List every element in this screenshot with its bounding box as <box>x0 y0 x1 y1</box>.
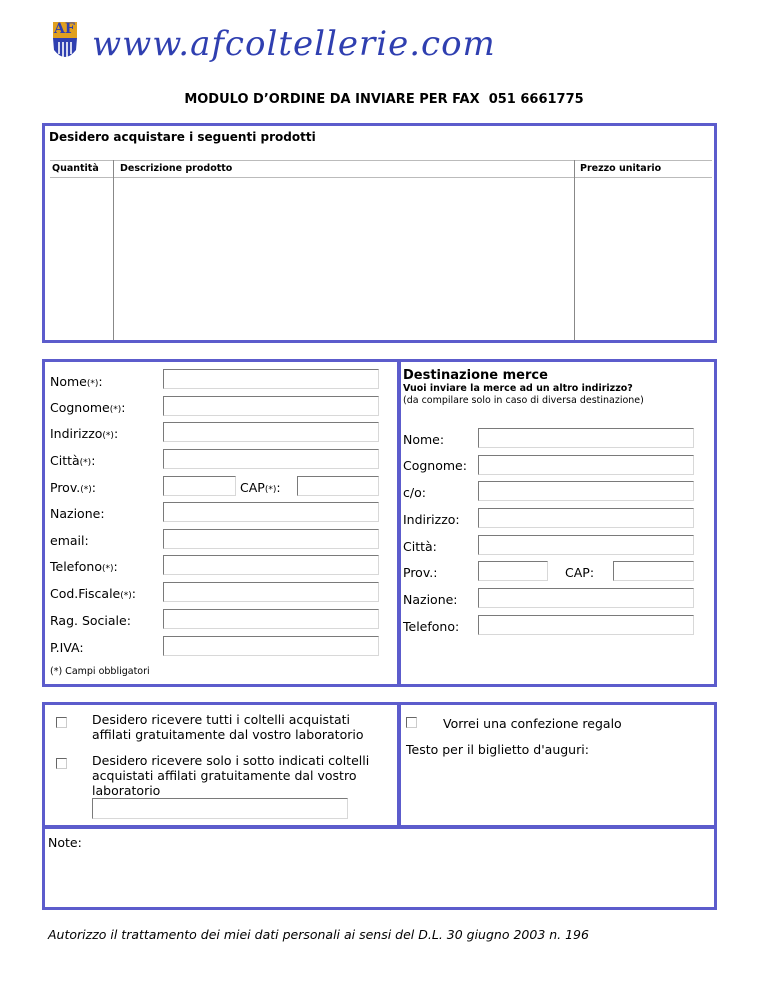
dest-label-indirizzo: Indirizzo: <box>403 512 460 527</box>
label-prov: Prov.(*): <box>50 480 96 495</box>
nome-input[interactable] <box>163 369 379 389</box>
dest-label-citta: Città: <box>403 539 437 554</box>
label-cod-fiscale: Cod.Fiscale(*): <box>50 586 136 601</box>
label-indirizzo: Indirizzo(*): <box>50 426 119 441</box>
description-field[interactable] <box>114 178 574 340</box>
gift-wrap-checkbox[interactable] <box>406 717 417 728</box>
dest-cap-input[interactable] <box>613 561 694 581</box>
unit-price-field[interactable] <box>575 178 712 340</box>
dest-label-prov: Prov.: <box>403 565 438 580</box>
destination-question: Vuoi inviare la merce ad un altro indirizzo? <box>403 383 633 394</box>
greeting-text-area[interactable] <box>406 760 706 820</box>
label-cap: CAP(*): <box>240 480 281 495</box>
dest-nazione-input[interactable] <box>478 588 694 608</box>
sharpen-all-checkbox[interactable] <box>56 717 67 728</box>
dest-citta-input[interactable] <box>478 535 694 555</box>
dest-cognome-input[interactable] <box>478 455 694 475</box>
label-telefono: Telefono(*): <box>50 559 118 574</box>
telefono-input[interactable] <box>163 555 379 575</box>
dest-label-nome: Nome: <box>403 432 445 447</box>
label-email: email: <box>50 533 89 548</box>
products-section <box>42 123 717 343</box>
dest-indirizzo-input[interactable] <box>478 508 694 528</box>
dest-label-telefono: Telefono: <box>403 619 460 634</box>
label-citta: Città(*): <box>50 453 96 468</box>
required-note: (*) Campi obbligatori <box>50 666 150 677</box>
destination-hint: (da compilare solo in caso di diversa destinazione) <box>403 395 644 406</box>
sharpen-all-label: Desidero ricevere tutti i coltelli acquistati affilati gratuitamente dal vostro laboratorio <box>92 712 364 742</box>
dest-label-nazione: Nazione: <box>403 592 458 607</box>
notes-section[interactable] <box>42 826 717 910</box>
gift-wrap-label: Vorrei una confezione regalo <box>443 716 622 731</box>
label-rag-sociale: Rag. Sociale: <box>50 613 131 628</box>
logo-letters: AF <box>54 21 75 37</box>
site-url: www.afcoltellerie.com <box>92 24 496 64</box>
dest-co-input[interactable] <box>478 481 694 501</box>
citta-input[interactable] <box>163 449 379 469</box>
sharpen-some-checkbox[interactable] <box>56 758 67 769</box>
dest-label-co: c/o: <box>403 485 426 500</box>
piva-input[interactable] <box>163 636 379 656</box>
privacy-consent: Autorizzo il trattamento dei miei dati personali ai sensi del D.L. 30 giugno 2003 n. 196 <box>48 927 589 942</box>
notes-label: Note: <box>48 835 82 850</box>
destination-title: Destinazione merce <box>403 368 548 383</box>
products-table <box>50 160 712 340</box>
dest-label-cognome: Cognome: <box>403 458 467 473</box>
sharpen-some-label: Desidero ricevere solo i sotto indicati coltelli acquistati affilati gratuitamente dal vostro laboratorio <box>92 753 370 798</box>
form-title: MODULO D’ORDINE DA INVIARE PER FAX 051 6661775 <box>184 92 584 107</box>
col-header-description: Descrizione prodotto <box>120 163 233 174</box>
cap-input[interactable] <box>297 476 379 496</box>
col-header-quantity: Quantità <box>52 163 99 174</box>
quantity-field[interactable] <box>50 178 113 340</box>
indirizzo-input[interactable] <box>163 422 379 442</box>
greeting-label: Testo per il biglietto d'auguri: <box>406 742 589 757</box>
nazione-input[interactable] <box>163 502 379 522</box>
dest-nome-input[interactable] <box>478 428 694 448</box>
email-input[interactable] <box>163 529 379 549</box>
cognome-input[interactable] <box>163 396 379 416</box>
label-piva: P.IVA: <box>50 640 84 655</box>
dest-label-cap: CAP: <box>565 565 595 580</box>
cod-fiscale-input[interactable] <box>163 582 379 602</box>
dest-prov-input[interactable] <box>478 561 548 581</box>
prov-input[interactable] <box>163 476 236 496</box>
dest-telefono-input[interactable] <box>478 615 694 635</box>
label-cognome: Cognome(*): <box>50 400 126 415</box>
col-header-unit-price: Prezzo unitario <box>580 163 662 174</box>
logo <box>50 20 80 64</box>
sharpen-knives-input[interactable] <box>92 798 348 819</box>
rag-sociale-input[interactable] <box>163 609 379 629</box>
label-nazione: Nazione: <box>50 506 105 521</box>
label-nome: Nome(*): <box>50 374 103 389</box>
products-heading: Desidero acquistare i seguenti prodotti <box>49 130 316 144</box>
